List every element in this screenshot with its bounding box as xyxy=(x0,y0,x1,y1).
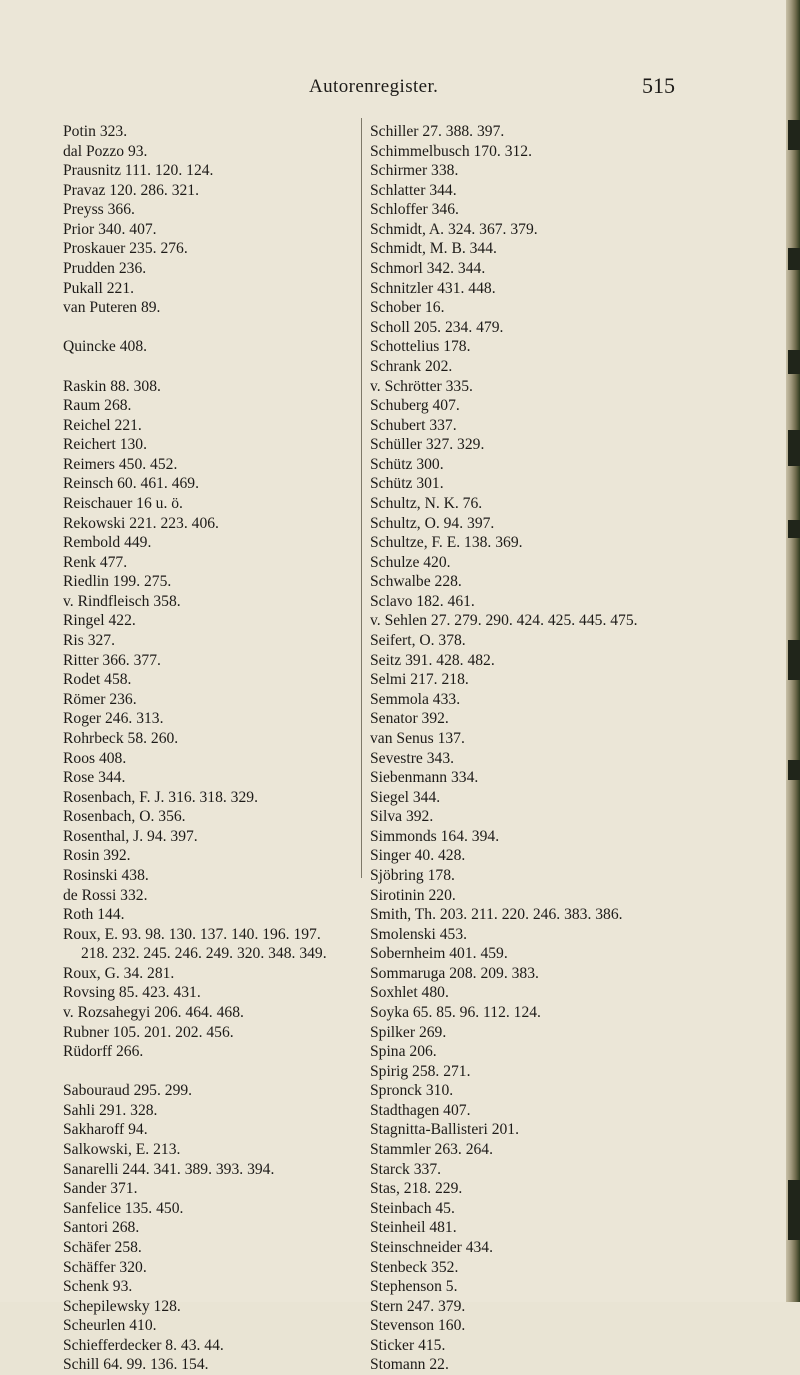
index-entry: Schmidt, M. B. 344. xyxy=(370,240,497,258)
index-entry: Stern 247. 379. xyxy=(370,1297,466,1315)
index-entry: Rohrbeck 58. 260. xyxy=(63,729,179,747)
index-entry: Roux, G. 34. 281. xyxy=(63,964,175,982)
page-header xyxy=(0,73,786,106)
index-entry: v. Rozsahegyi 206. 464. 468. xyxy=(63,1004,244,1022)
index-entry: Simmonds 164. 394. xyxy=(370,827,500,845)
section-gap xyxy=(63,1062,363,1082)
index-entry: Schober 16. xyxy=(370,299,445,317)
index-entry: Sticker 415. xyxy=(370,1336,446,1354)
index-entry: Rosenbach, O. 356. xyxy=(63,808,186,826)
index-entry: Rodet 458. xyxy=(63,671,132,689)
index-entry: Stomann 22. xyxy=(370,1356,449,1374)
index-entry: Prior 340. 407. xyxy=(63,220,157,238)
index-entry: Siebenmann 334. xyxy=(370,769,479,787)
index-entry: Rüdorff 266. xyxy=(63,1043,144,1061)
index-entry: v. Rindfleisch 358. xyxy=(63,592,181,610)
index-entry: Schepilewsky 128. xyxy=(63,1297,181,1315)
index-entry: Schill 64. 99. 136. 154. xyxy=(63,1356,209,1374)
index-entry: Quincke 408. xyxy=(63,338,148,356)
index-entry: Prausnitz 111. 120. 124. xyxy=(63,162,214,180)
edge-mark xyxy=(788,760,800,780)
index-entry: Stadthagen 407. xyxy=(370,1101,471,1119)
index-entry: Sanfelice 135. 450. xyxy=(63,1199,184,1217)
index-entry: Sakharoff 94. xyxy=(63,1121,148,1139)
index-entry: Ris 327. xyxy=(63,632,115,650)
index-entry: Rosenbach, F. J. 316. 318. 329. xyxy=(63,788,258,806)
index-entry: Schimmelbusch 170. 312. xyxy=(370,142,532,160)
index-entry: Schmidt, A. 324. 367. 379. xyxy=(370,220,538,238)
index-entry: Schultze, F. E. 138. 369. xyxy=(370,534,523,552)
index-entry: Preyss 366. xyxy=(63,201,135,219)
running-title: Autorenregister. xyxy=(309,76,439,97)
index-entry: Schubert 337. xyxy=(370,416,457,434)
index-entry: Rekowski 221. 223. 406. xyxy=(63,514,219,532)
index-entry: Seitz 391. 428. 482. xyxy=(370,651,495,669)
edge-mark xyxy=(788,120,800,150)
index-entry: Sevestre 343. xyxy=(370,749,455,767)
edge-mark xyxy=(788,430,800,466)
index-entry: Raskin 88. 308. xyxy=(63,377,161,395)
index-entry: Sclavo 182. 461. xyxy=(370,592,475,610)
index-entry: Siegel 344. xyxy=(370,788,441,806)
index-entry: Santori 268. xyxy=(63,1219,140,1237)
index-entry: Sabouraud 295. 299. xyxy=(63,1082,193,1100)
index-entry: Soyka 65. 85. 96. 112. 124. xyxy=(370,1004,541,1022)
index-entry: dal Pozzo 93. xyxy=(63,142,148,160)
index-entry: Riedlin 199. 275. xyxy=(63,573,172,591)
index-entry: Singer 40. 428. xyxy=(370,847,466,865)
index-entry: Stephenson 5. xyxy=(370,1278,458,1296)
index-entry: Schwalbe 228. xyxy=(370,573,462,591)
index-entry: Schiefferdecker 8. 43. 44. xyxy=(63,1336,224,1354)
index-entry: Salkowski, E. 213. xyxy=(63,1141,181,1159)
index-entry: Sjöbring 178. xyxy=(370,866,455,884)
index-entry: Pukall 221. xyxy=(63,279,135,297)
index-entry: 218. 232. 245. 246. 249. 320. 348. 349. xyxy=(81,945,327,963)
index-entry: Steinschneider 434. xyxy=(370,1238,493,1256)
index-entry: Spina 206. xyxy=(370,1043,437,1061)
index-entry: Schultz, N. K. 76. xyxy=(370,494,483,512)
index-entry: Sander 371. xyxy=(63,1180,138,1198)
index-entry: Sanarelli 244. 341. 389. 393. 394. xyxy=(63,1160,275,1178)
page-edge xyxy=(786,0,800,1302)
index-entry: Scheurlen 410. xyxy=(63,1317,157,1335)
index-entry: van Puteren 89. xyxy=(63,299,161,317)
index-entry: Selmi 217. 218. xyxy=(370,671,469,689)
index-column-right xyxy=(370,122,770,1375)
index-entry: v. Schrötter 335. xyxy=(370,377,473,395)
edge-mark xyxy=(788,1180,800,1240)
index-entry: Pravaz 120. 286. 321. xyxy=(63,181,199,199)
edge-mark xyxy=(788,248,800,270)
index-entry: Schmorl 342. 344. xyxy=(370,260,486,278)
index-entry: Scholl 205. 234. 479. xyxy=(370,318,504,336)
index-column-left xyxy=(63,122,363,1375)
index-entry: Soxhlet 480. xyxy=(370,984,449,1002)
index-entry: Roos 408. xyxy=(63,749,127,767)
index-entry: Schlatter 344. xyxy=(370,181,457,199)
index-entry: Steinheil 481. xyxy=(370,1219,457,1237)
index-entry: Renk 477. xyxy=(63,553,128,571)
index-entry: Reimers 450. 452. xyxy=(63,455,178,473)
index-entry: Schüller 327. 329. xyxy=(370,436,485,454)
index-entry: Schenk 93. xyxy=(63,1278,133,1296)
index-entry: Smith, Th. 203. 211. 220. 246. 383. 386. xyxy=(370,906,623,924)
section-gap xyxy=(63,318,363,338)
index-entry: v. Sehlen 27. 279. 290. 424. 425. 445. 475. xyxy=(370,612,638,630)
index-entry: Rosenthal, J. 94. 397. xyxy=(63,827,198,845)
page-number: 515 xyxy=(642,73,675,98)
index-entry: Reichert 130. xyxy=(63,436,148,454)
index-entry: Schulze 420. xyxy=(370,553,451,571)
index-entry: van Senus 137. xyxy=(370,729,465,747)
index-entry: Raum 268. xyxy=(63,397,132,415)
index-entry: Reichel 221. xyxy=(63,416,142,434)
index-entry: Spilker 269. xyxy=(370,1023,447,1041)
index-entry: Rubner 105. 201. 202. 456. xyxy=(63,1023,234,1041)
index-entry: Schütz 300. xyxy=(370,455,444,473)
edge-mark xyxy=(788,350,800,374)
index-entry: Schäffer 320. xyxy=(63,1258,147,1276)
index-entry: Prudden 236. xyxy=(63,260,147,278)
index-entry: Schrank 202. xyxy=(370,357,453,375)
index-entry: Sirotinin 220. xyxy=(370,886,456,904)
index-entry: Stagnitta-Ballisteri 201. xyxy=(370,1121,519,1139)
index-entry: Schiller 27. 388. 397. xyxy=(370,123,505,140)
index-entry: Senator 392. xyxy=(370,710,449,728)
index-entry: Stenbeck 352. xyxy=(370,1258,459,1276)
index-entry: Smolenski 453. xyxy=(370,925,468,943)
index-entry: Schäfer 258. xyxy=(63,1238,142,1256)
index-entry: Rembold 449. xyxy=(63,534,152,552)
edge-mark xyxy=(788,640,800,680)
index-entry: Roth 144. xyxy=(63,906,125,924)
index-entry: Ritter 366. 377. xyxy=(63,651,161,669)
index-entry: Rosinski 438. xyxy=(63,866,149,884)
index-entry: Sahli 291. 328. xyxy=(63,1101,158,1119)
index-entry: Schloffer 346. xyxy=(370,201,459,219)
edge-mark xyxy=(788,520,800,538)
index-entry: Silva 392. xyxy=(370,808,434,826)
index-entry: Rosin 392. xyxy=(63,847,131,865)
index-entry: Sommaruga 208. 209. 383. xyxy=(370,964,539,982)
index-entry: Seifert, O. 378. xyxy=(370,632,466,650)
index-entry: Spirig 258. 271. xyxy=(370,1062,471,1080)
index-entry: Römer 236. xyxy=(63,690,137,708)
index-entry: Stevenson 160. xyxy=(370,1317,466,1335)
index-entry: Schütz 301. xyxy=(370,475,444,493)
index-entry: Reinsch 60. 461. 469. xyxy=(63,475,200,493)
index-entry: Stammler 263. 264. xyxy=(370,1141,494,1159)
index-entry: Proskauer 235. 276. xyxy=(63,240,188,258)
index-entry: Potin 323. xyxy=(63,123,128,140)
index-entry: Rovsing 85. 423. 431. xyxy=(63,984,201,1002)
index-entry: Schirmer 338. xyxy=(370,162,459,180)
index-entry: Sobernheim 401. 459. xyxy=(370,945,508,963)
index-entry: Roux, E. 93. 98. 130. 137. 140. 196. 197. xyxy=(63,925,321,943)
index-entry: Ringel 422. xyxy=(63,612,136,630)
index-entry: Schottelius 178. xyxy=(370,338,471,356)
index-entry: Schnitzler 431. 448. xyxy=(370,279,496,297)
index-entry: Schultz, O. 94. 397. xyxy=(370,514,495,532)
index-entry: Spronck 310. xyxy=(370,1082,454,1100)
index-entry: Stas, 218. 229. xyxy=(370,1180,463,1198)
index-entry: de Rossi 332. xyxy=(63,886,148,904)
index-entry: Steinbach 45. xyxy=(370,1199,455,1217)
section-gap xyxy=(63,357,363,377)
index-entry: Reischauer 16 u. ö. xyxy=(63,494,183,512)
index-entry: Schuberg 407. xyxy=(370,397,460,415)
index-entry: Rose 344. xyxy=(63,769,126,787)
index-entry: Starck 337. xyxy=(370,1160,442,1178)
index-entry: Semmola 433. xyxy=(370,690,461,708)
index-entry: Roger 246. 313. xyxy=(63,710,164,728)
